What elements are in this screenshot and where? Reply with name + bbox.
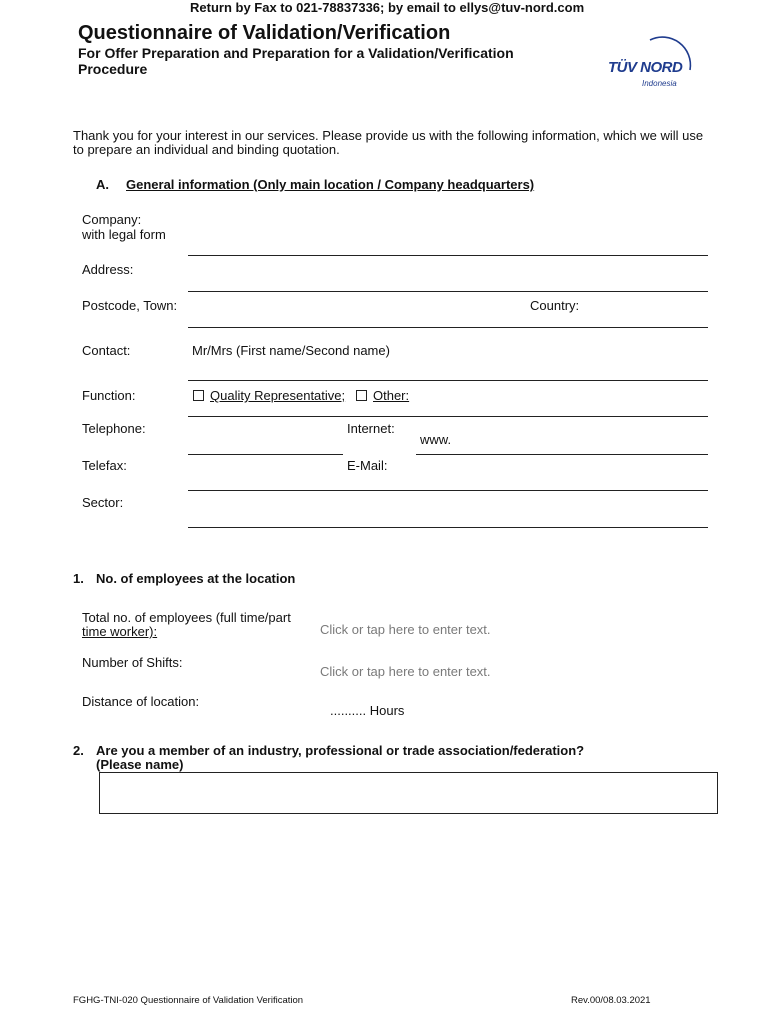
company-label: Company: [82,212,142,227]
internet-field[interactable]: www. [420,432,452,447]
telefax-email-field[interactable] [188,490,708,491]
footer-revision: Rev.00/08.03.2021 [571,995,651,1006]
logo-region-text: Indonesia [642,79,677,88]
telephone-label: Telephone: [82,421,146,436]
sector-field[interactable] [188,527,708,528]
country-label: Country: [530,298,580,313]
tuv-nord-logo [600,32,700,92]
company-legal-form-label: with legal form [82,227,166,242]
function-underline [188,416,708,417]
postcode-town-country-field[interactable] [188,327,708,328]
company-field[interactable] [188,255,708,256]
section-2-number: 2. [73,743,84,758]
section-a-letter: A. [96,177,109,192]
contact-field[interactable]: Mr/Mrs (First name/Second name) [192,343,390,358]
section-2-question: Are you a member of an industry, professional or trade association/federation? [96,743,585,758]
address-label: Address: [82,262,134,277]
intro-line1: Thank you for your interest in our services. Please provide us with the following information, which we will use [73,128,704,143]
distance-of-location-label: Distance of location: [82,694,200,709]
total-employees-input[interactable]: Click or tap here to enter text. [320,622,491,637]
distance-of-location-field[interactable]: .......... Hours [330,703,405,718]
total-employees-label-line2: time worker): [82,624,158,639]
postcode-town-label: Postcode, Town: [82,298,178,313]
section-2-hint: (Please name) [96,757,184,772]
return-instructions: Return by Fax to 021-78837336; by email to ellys@tuv-nord.com [190,0,585,15]
page-subtitle-line1: For Offer Preparation and Preparation for a Validation/Verification [78,45,514,61]
quality-representative-checkbox[interactable] [193,390,204,401]
internet-underline [416,454,708,455]
sector-label: Sector: [82,495,124,510]
quality-representative-label: Quality Representative; [210,388,346,403]
telephone-field[interactable] [188,454,343,455]
section-a-heading: General information (Only main location / Company headquarters) [126,177,535,192]
address-field[interactable] [188,291,708,292]
intro-line2: to prepare an individual and binding quotation. [73,142,340,157]
total-employees-label-line1: Total no. of employees (full time/part [82,610,291,625]
logo-brand-text: TÜV NORD [608,59,683,76]
section-1-number: 1. [73,571,84,586]
association-answer-box[interactable] [99,772,718,814]
page-title: Questionnaire of Validation/Verification [78,22,451,44]
telefax-label: Telefax: [82,458,127,473]
contact-label: Contact: [82,343,131,358]
internet-label: Internet: [347,421,395,436]
email-label: E-Mail: [347,458,388,473]
section-1-heading: No. of employees at the location [96,571,296,586]
contact-underline [188,380,708,381]
function-label: Function: [82,388,136,403]
footer-document-id: FGHG-TNI-020 Questionnaire of Validation Verification [73,995,304,1006]
other-function-label: Other: [373,388,410,403]
number-of-shifts-label: Number of Shifts: [82,655,183,670]
page-subtitle-line2: Procedure [78,61,148,77]
number-of-shifts-input[interactable]: Click or tap here to enter text. [320,664,491,679]
other-function-checkbox[interactable] [356,390,367,401]
